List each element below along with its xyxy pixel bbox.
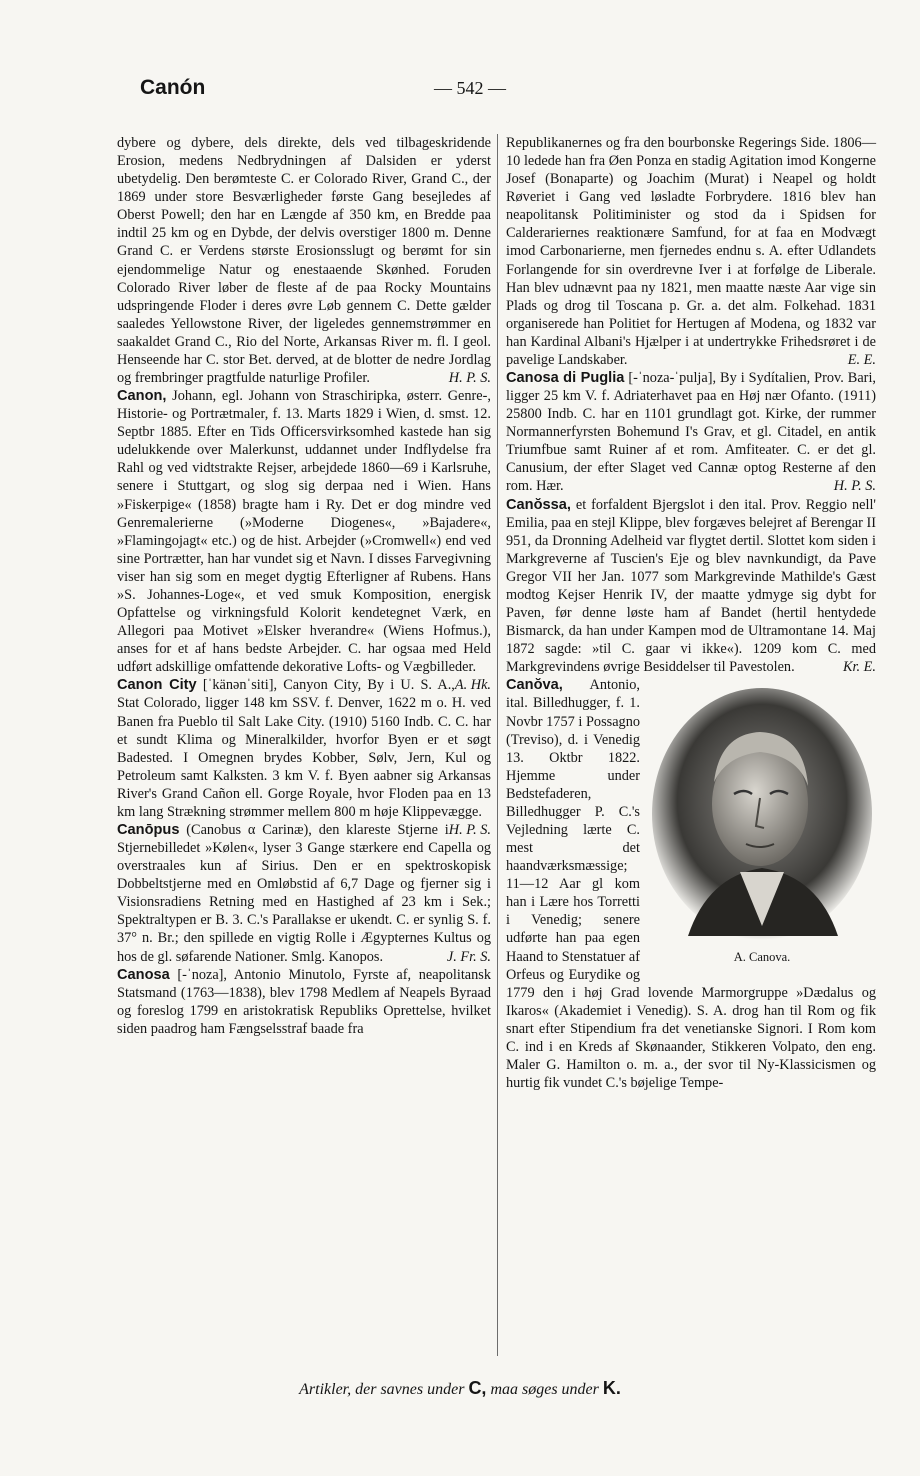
entry-signature: A. Hk. xyxy=(454,677,491,694)
canova-portrait xyxy=(648,686,876,948)
entry-signature: Kr. E. xyxy=(843,659,876,676)
entry-signature: H. P. S. xyxy=(448,821,491,838)
entry-text: et forfaldent Bjergslot i den ital. Prov. Reggio nell' Emilia, paa en stejl Klippe, blev forgæves belejret af Berengar II 951, da Dronning Adelheid var flygtet dertil. Slottet kom siden i Markgreverne af Tuscien's Eje og blev navnkundigt, da Pave Gregor VII her Jan. 1077 som Markgrevinde Mathilde's Gæst modtog Kejser Henrik IV, der maatte ydmyge sig dybt for Paven, før denne løste ham af Bandet (hertil hentydede Bismarck, da han under Kampen mod de Ultramontane 14. Maj 1872 sagde: »til C. gaar vi ikke«). 1209 kom C. med Markgrevindens øvrige Besiddelser til Pavestolen. xyxy=(506,496,876,676)
portrait-caption: A. Canova. xyxy=(733,950,791,965)
entry-headword: Canosa di Puglia xyxy=(506,370,625,387)
footer-letter-k: K. xyxy=(602,1378,621,1398)
page-number: — 542 — xyxy=(434,78,506,98)
entry-canosa xyxy=(117,966,491,1038)
entry-text: Johann, egl. Johann von Straschiripka, østerr. Genre-, Historie- og Portrætmaler, f. 13. Marts 1829 i Wien, d. smst. 12. Septbr 1885. Efter en Tids Officersvirksomhed kastede han sig udelukkende over Malerkunst, uddannet under Indflydelse fra Rahl og ved vidtstrakte Rejser, arbejdede 1860—69 i Karlsruhe, senere i Stuttgart, og slog sig derpaa ned i Wien. Hans »Fiskerpige« (1858) bragte ham i Ry. Det er dog mindre ved Genremalerierne (»Moderne Diogenes«, »Bajadere«, »Flamingojagt« etc.) og de hist. Arbejder (»Cromwell«) end ved sine Portrætter, han har vundet sig et Navn. I disses Farvegivning viser han sig som en meget dygtig Efterligner af Rubens. Hans »S. Johannes-Loge«, et ved smuk Komposition, energisk Opfattelse og virkningsfuld Kolorit kendetegnet Værk, en Allegori paa Motivet »Elsker hverandre« (Wiens Hofmus.), anses for et af hans bedste Arbejder. C. har ogsaa med Held udført adskillige omfattende dekorative Lofts- og Vægbilleder. xyxy=(117,388,491,676)
footer-text-middle: maa søges under xyxy=(486,1381,603,1398)
entry-canossa xyxy=(506,496,876,677)
entry-signature: J. Fr. S. xyxy=(446,948,491,965)
entry-signature: H. P. S. xyxy=(448,370,491,387)
footer-text-prefix: Artikler, der savnes under xyxy=(299,1381,469,1398)
right-column xyxy=(506,134,876,1092)
entry-headword: Canōpus xyxy=(117,821,180,838)
entry-text: [ˈkänənˈsiti], Canyon City, By i U. S. A., Stat Colorado, ligger 148 km SSV. f. Denver, 1622 m o. H. ved Banen fra Pueblo til Salt Lake City. (1910) 5160 Indb. C. C. har et sundt Klima og Mineralkilder, hvorfor Byen er et søgt Badested. I Omegnen brydes Kobber, Sølv, Jern, Kul og Petroleum samt Kalksten. 3 km V. f. Byen aabner sig Arkansas River's Grand Cañon ell. Gorge Royale, hvor Floden paa en 13 km lang Strækning strømmer mellem 800 m høje Klippevægge. xyxy=(117,677,491,820)
column-divider xyxy=(497,134,498,1356)
portrait-figure xyxy=(648,686,876,966)
footer-letter-c: C, xyxy=(468,1378,487,1398)
entry-text: Antonio, ital. Billedhugger, f. 1. Novbr 1757 i Possagno (Treviso), d. i Venedig 13. Oktbr 1822. Hjemme under Bedstefaderen, Billedhugger P. C.'s Vejledning lærte C. mest det haandværksmæssige; 11—12 Aar gl kom han i Lære hos Torretti i Venedig; senere udførte han paa egen Haand to Stenstatuer af Orfeus og Eurydike og 1779 den i høj Grad lovende Marmorgruppe »Dædalus og Ikaros« (Akademiet i Venedig). S. A. drog han til Rom og fik snart efter Stipendium fra det venetianske Signori. I Rom kom C. ind i en Kreds af Skønaander, Stikkeren Volpato, den eng. Maler G. Hamilton o. m. a., der svor til Ny-Klassicismen og hurtig fik vundet C.'s bøjelige Tempe- xyxy=(506,677,876,1092)
entry-canosa-continued xyxy=(506,134,876,369)
entry-signature: E. E. xyxy=(847,351,876,368)
entry-headword: Canosa xyxy=(117,966,170,983)
entry-headword: Canŏssa, xyxy=(506,496,571,513)
entry-text: dybere og dybere, dels direkte, dels ved tilbageskridende Erosion, medens Nedbrydningen af Dalsiden er yderst ubetydelig. Den berømteste C. er Colorado River, Grand C., der 1869 under store Besværligheder første Gang besejledes af Oberst Powell; den har en Længde af 350 km, en Bredde paa indtil 25 km og en Dybde, der delvis overstiger 1800 m. Denne Grand C. er Verdens største Erosionsslugt og berømt for sin ejendommelige Natur og enestaaende Skønhed. Foruden Colorado River løber de fleste af de paa Rocky Mountains udspringende Floder i deres øvre Løb gennem C. Dette gælder saaledes Yellowstone River, der ligeledes gennemstrømmer en saakaldet Grand C., Rio del Norte, Arkansas River m. fl. I geol. Henseende har C. stor Bet. derved, at de blotter de nedre Jordlag og frembringer pragtfulde naturlige Profiler. xyxy=(117,135,491,387)
entry-signature: H. P. S. xyxy=(833,478,876,495)
entry-text: Republikanernes og fra den bourbonske Regerings Side. 1806—10 ledede han fra Øen Ponza en stadig Agitation imod Kongerne Josef (Bonaparte) og Joachim (Murat) i Neapel og holdt Røveriet i Gang ved løsladte Forbrydere. 1816 blev han neapolitansk Politiminister og stod da i Spidsen for Calderariernes reaktionære Samfund, for at faa en Modvægt imod Carbonarierne, men fjernedes endnu s. A. efter Udlandets Forlangende for sin overdrevne Iver i at forfølge de Liberale. Han blev udnævnt paa ny 1821, men maatte næste Aar vige sin Plads og drog til Toscana p. Gr. a. det alm. Folkehad. 1831 organiserede han Politiet for Hertugen af Modena, og 1832 var han Kardinal Albani's Hjælper i at undertrykke Frihedsrøret i de pavelige Landskaber. xyxy=(506,135,876,368)
entry-text: (Canobus α Carinæ), den klareste Stjerne i Stjernebilledet »Kølen«, lyser 3 Gange stærkere end Capella og overstraales kun af Sirius. Den er en spektroskopisk Dobbeltstjerne med en Omløbstid af 6,7 Dage og fjerner sig i Visionsradiens Retning med en Hastighed af 23 km i Sek.; Spektraltypen er B. 3. C.'s Parallakse er ukendt. C. er synlig S. f. 37° n. Br.; den spillede en vigtig Rolle i Ægypternes Kultus og hos de gl. søfarende Nationer. Smlg. Kanopos. xyxy=(117,821,491,965)
entry-canova xyxy=(506,676,876,1092)
entry-text: [-ˈnoza-ˈpulja], By i Sydítalien, Prov. Bari, ligger 25 km V. f. Adriaterhavet paa en Høj nær Ofanto. (1911) 25800 Indb. C. har en 1101 grundlagt got. Kirke, der rummer Normannerfyrsten Bohemund I's Grav, et gl. Citadel, en antik Triumfbue samt Ruiner af et rom. Amfiteater. C. er det gl. Canusium, der efter Slaget ved Cannæ optog Resterne af den rom. Hær. xyxy=(506,370,876,495)
entry-text: [-ˈnoza], Antonio Minutolo, Fyrste af, neapolitansk Statsmand (1763—1838), blev 1798 Medlem af Neapels Byraad og foreslog 1799 en aristokratisk Republiks Oprettelse, hvilket siden paadrog ham Fængselsstraf baade fra xyxy=(117,966,491,1037)
page-header xyxy=(140,76,800,106)
entry-canosa-di-puglia xyxy=(506,369,876,496)
entry-canon-continued xyxy=(117,134,491,387)
left-column xyxy=(117,134,491,1038)
entry-canopus xyxy=(117,821,491,966)
entry-headword: Canon, xyxy=(117,388,167,405)
page-footer-note xyxy=(0,1378,920,1399)
entry-headword: Canŏva, xyxy=(506,677,563,694)
running-head-word: Canón xyxy=(140,76,206,99)
entry-headword: Canon City xyxy=(117,677,197,694)
